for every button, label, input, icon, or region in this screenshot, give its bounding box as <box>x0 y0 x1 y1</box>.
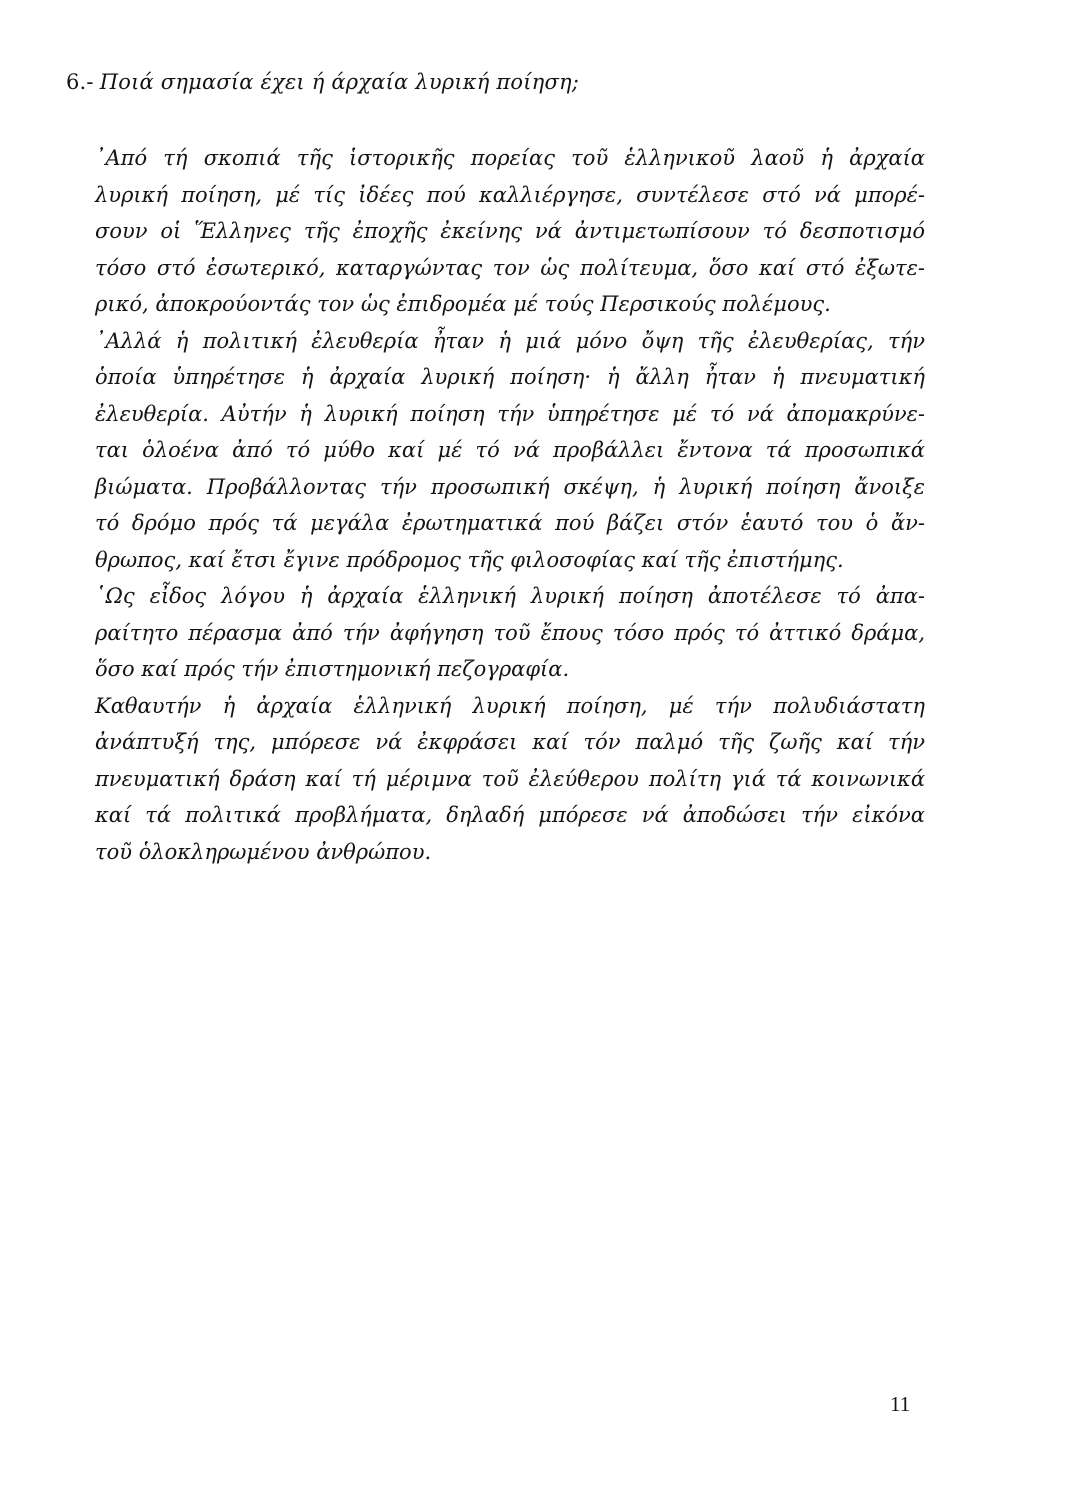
paragraph-1 <box>95 140 925 323</box>
paragraph-2 <box>95 323 925 579</box>
text-line: ὅσο καί πρός τήν ἐπιστημονική πεζογραφία. <box>95 657 570 681</box>
text-line: ᾿Αλλά ἡ πολιτική ἐλευθερία ἦταν ἡ μιά μόνο ὄψη τῆς ἐλευθερίας, τήν <box>95 328 925 353</box>
text-line: ᾿Από τή σκοπιά τῆς ἱστορικῆς πορείας τοῦ ἑλληνικοῦ λαοῦ ἡ ἀρχαία <box>95 146 925 170</box>
paragraph-3 <box>95 578 925 688</box>
text-line: ἐλευθερία. Αὐτήν ἡ λυρική ποίηση τήν ὑπηρέτησε μέ τό νά ἀπομακρύνε- <box>95 401 925 426</box>
text-line: βιώματα. Προβάλλοντας τήν προσωπική σκέψη, ἡ λυρική ποίηση ἄνοιξε <box>95 474 925 499</box>
text-line: λυρική ποίηση, μέ τίς ἰδέες πού καλλιέργησε, συντέλεσε στό νά μπορέ- <box>95 182 925 207</box>
text-line: τό δρόμο πρός τά μεγάλα ἐρωτηματικά πού βάζει στόν ἑαυτό του ὁ ἄν- <box>95 511 925 535</box>
text-line: ἀνάπτυξή της, μπόρεσε νά ἐκφράσει καί τόν παλμό τῆς ζωῆς καί τήν <box>95 730 925 754</box>
text-line: θρωπος, καί ἔτσι ἔγινε πρόδρομος τῆς φιλοσοφίας καί τῆς ἐπιστήμης. <box>95 547 844 572</box>
text-line: καί τά πολιτικά προβλήματα, δηλαδή μπόρεσε νά ἀποδώσει τήν εἰκόνα <box>95 803 925 827</box>
text-line: ται ὁλοένα ἀπό τό μύθο καί μέ τό νά προβάλλει ἔντονα τά προσωπικά <box>95 438 925 462</box>
paragraph-4 <box>95 688 925 871</box>
text-line: ὁποία ὑπηρέτησε ἡ ἀρχαία λυρική ποίηση· ἡ ἄλλη ἦταν ἡ πνευματική <box>95 365 925 389</box>
text-line: τοῦ ὁλοκληρωμένου ἀνθρώπου. <box>95 839 432 864</box>
text-line: Καθαυτήν ἡ ἀρχαία ἑλληνική λυρική ποίηση, μέ τήν πολυδιάστατη <box>95 693 925 718</box>
question-number: 6.- <box>66 70 94 94</box>
text-line: τόσο στό ἐσωτερικό, καταργώντας τον ὡς πολίτευμα, ὅσο καί στό ἐξωτε- <box>95 255 925 280</box>
answer-body <box>95 140 925 870</box>
text-line: σουν οἱ Ἕλληνες τῆς ἐποχῆς ἐκείνης νά ἀντιμετωπίσουν τό δεσποτισμό <box>95 219 925 243</box>
text-line: ρικό, ἀποκρούοντάς τον ὡς ἐπιδρομέα μέ τούς Περσικούς πολέμους. <box>95 292 831 316</box>
question-heading <box>66 70 579 94</box>
text-line: πνευματική δράση καί τή μέριμνα τοῦ ἐλεύθερου πολίτη γιά τά κοινωνικά <box>95 766 925 791</box>
page-number: 11 <box>890 1392 911 1416</box>
text-line: ραίτητο πέρασμα ἀπό τήν ἀφήγηση τοῦ ἔπους τόσο πρός τό ἀττικό δράμα, <box>95 620 925 645</box>
question-title: Ποιά σημασία έχει ή άρχαία λυρική ποίηση; <box>99 70 580 94</box>
text-line: ῾Ως εἶδος λόγου ἡ ἀρχαία ἑλληνική λυρική ποίηση ἀποτέλεσε τό ἀπα- <box>95 584 925 608</box>
